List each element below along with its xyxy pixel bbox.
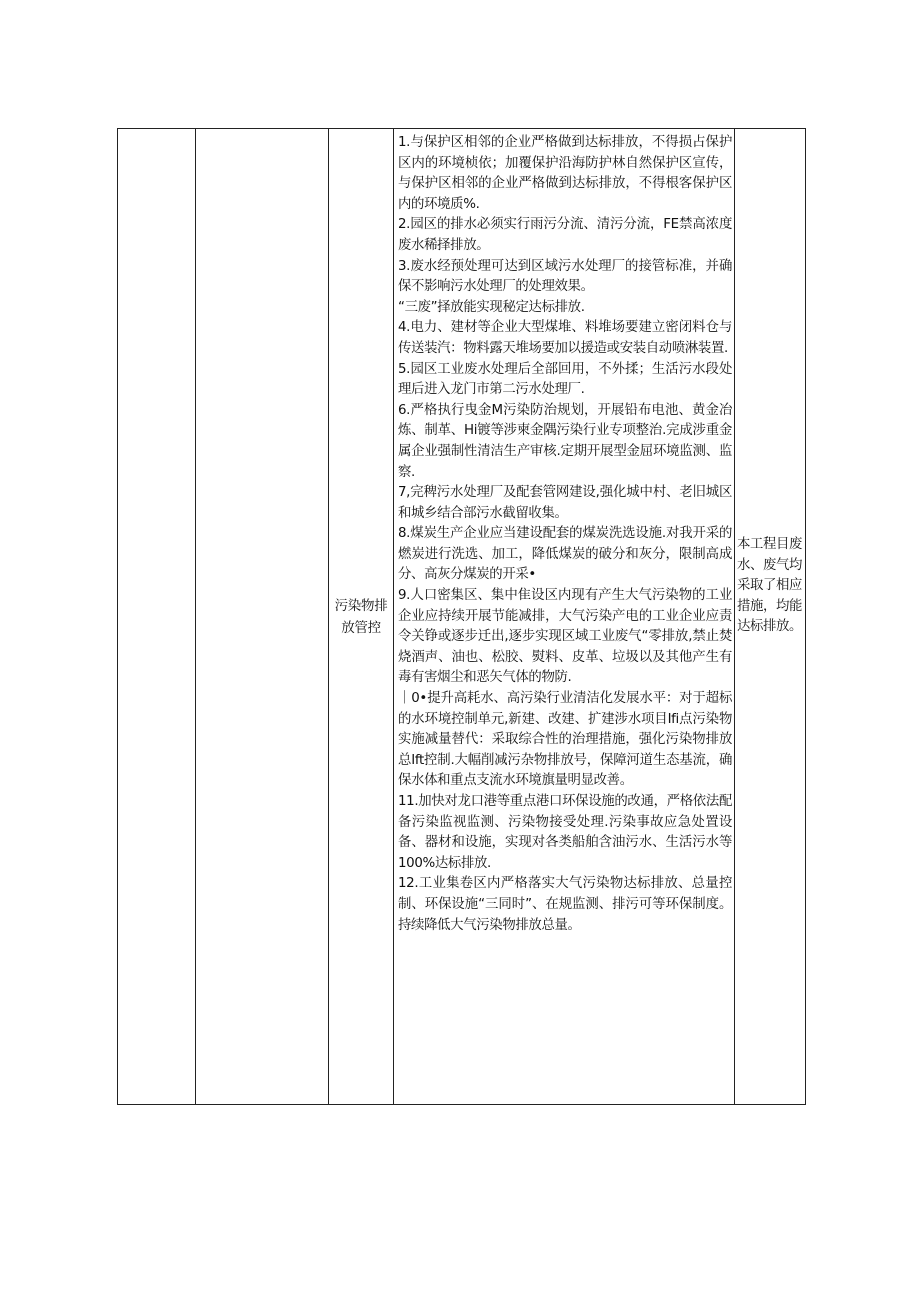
measures-list	[394, 129, 734, 936]
measure-item: 8.煤炭生产企业应当建设配套的煤炭洗选设施.对我开采的燃炭进行洗选、加工，降低煤炭的破分和灰分，限制高成分、高灰分煤炭的开采•	[398, 526, 732, 583]
measure-item: 9.人口密集区、集中隹设区内现有产生大气污染物的工业企业应持续开展节能减排，大气污染产电的工业企业应责令关铮或逐步迁出,逐步实现区域工业废气“零排放,禁止焚烧酒声、油也、松胶、熨料、皮革、垃圾以及其他产生有毒有害烟尘和恶矢气体的物防.	[398, 588, 732, 686]
empty-cell-1	[118, 129, 196, 1105]
measure-item: 7,完稗污水处理厂及配套管网建设,强化城中村、老旧城区和城乡结合部污水截留收集。	[398, 485, 732, 521]
measure-item: 4.电力、建材等企业大型煤堆、料堆场要建立密闭料仓与传送装汽：物料露天堆场要加以援造或安装自动喷淋装置.	[398, 320, 732, 356]
result-cell	[735, 129, 806, 1105]
measures-cell	[394, 129, 735, 1105]
measure-item: 1.与保护区相邻的企业严格做到达标排放，不得损占保护区内的环境桢依；加覆保护沿海防护林自然保护区宣传，与保护区相邻的企业严格做到达标排放，不得根客保护区内的环境质%.	[398, 135, 732, 212]
empty-cell-2	[196, 129, 329, 1105]
measure-item: 5.园区工业废水处理后全部回用，不外揉；生活污水段处理后进入龙门市第二污水处理厂.	[398, 361, 732, 398]
measure-item: ｜0•提升高耗水、高污染行业清洁化发展水平：对于超标的水环境控制单元,新建、改建、扩建涉水项目Ifi点污染物实施减量替代：采取综合性的治理措施，强化污染物排放总Ift控制.大幅削减污杂物排放号，保障河道生态基流，确保水体和重点支流水环境旗量明显改善。	[398, 691, 732, 789]
result-text: 本工程目废水、废气均采取了相应措施，均能达标排放。	[737, 537, 802, 635]
measure-item: 12.工业集卷区内严格落实大气污染物达标排放、总量控制、环保设施“三同时”、在规监测、排污可等环保制度。持续降低大气污染物排放总量。	[398, 876, 732, 933]
measure-item: “三废”择放能实现秘定达标排放.	[398, 299, 585, 315]
table-row	[118, 129, 806, 1105]
measure-item: 3.废水经预处理可达到区域污水处理厂的接管标准，并确保不影响污水处理厂的处理效果。	[398, 258, 732, 295]
measure-item: 6.严格执行曳金M污染防治规划，开展铅布电池、黄金冶炼、制革、Hi镀等涉柬金隅污染行业专项整治.完成涉重金属企业强制性清洁生产审核.定期开展型金屈环境监测、监察.	[398, 402, 732, 480]
regulation-table	[117, 128, 806, 1105]
category-label: 污染物排放管控	[334, 597, 388, 636]
measure-item: 2.园区的排水必须实行雨污分流、清污分流，FE禁高浓度废水稀择排放。	[398, 217, 732, 253]
category-cell	[329, 129, 394, 1105]
measure-item: 11.加快对龙口港等重点港口环保设施的改通，严格依法配备污染监视监测、污染物接受处理.污染事故应急处置设备、器材和设施，实现对各类船舶含油污水、生活污水等100%达标排放.	[398, 794, 732, 871]
